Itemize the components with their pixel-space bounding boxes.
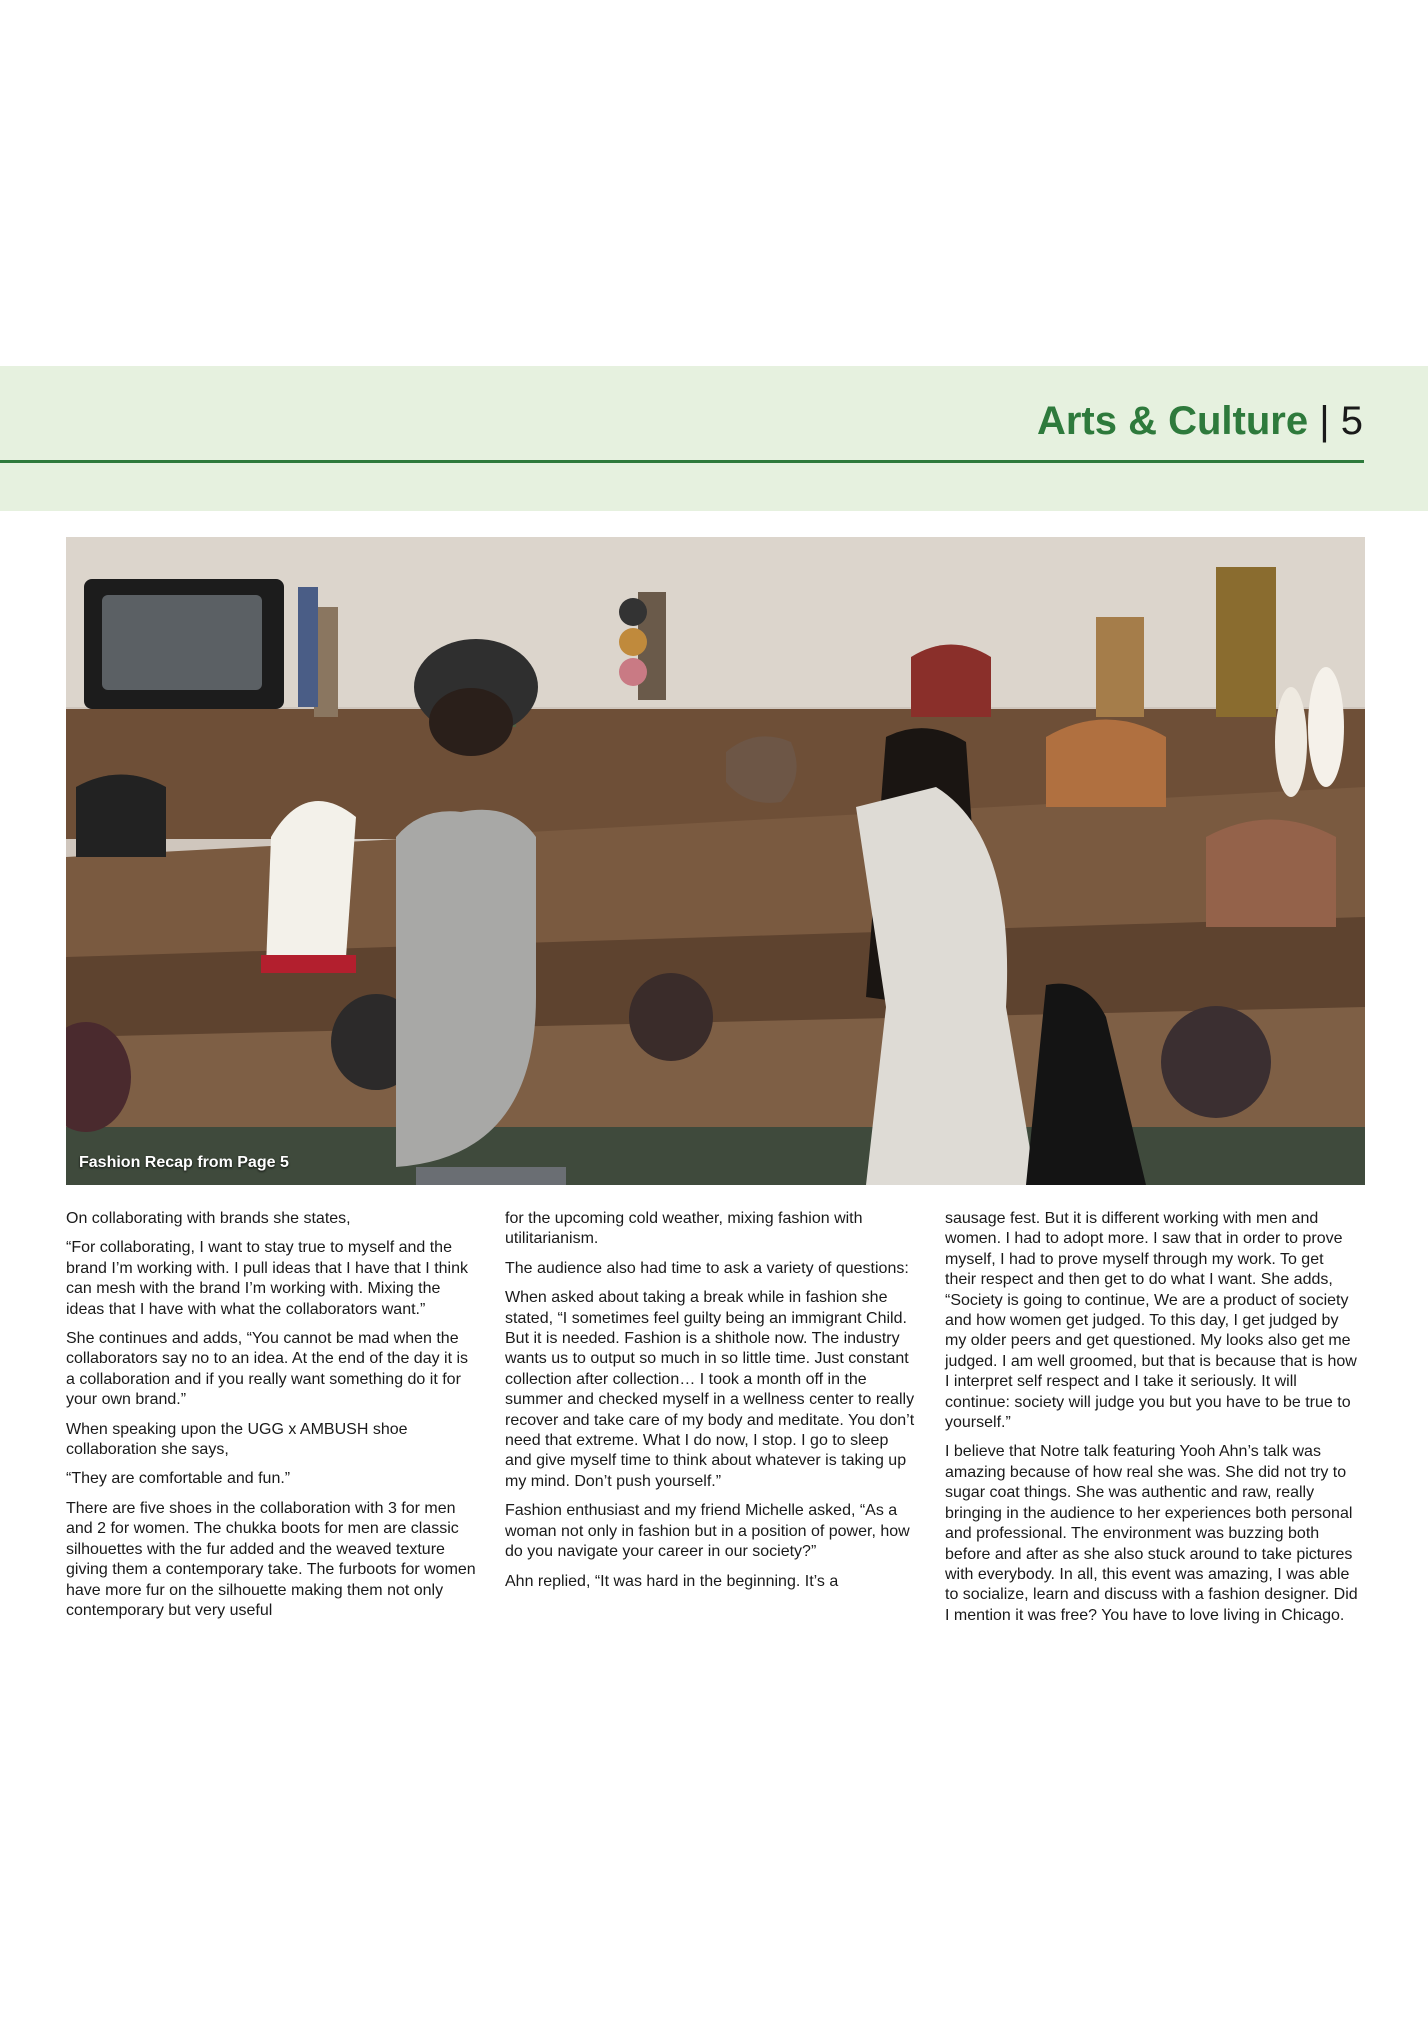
header-rule — [0, 460, 1364, 463]
paragraph: Ahn replied, “It was hard in the beginning. It’s a — [505, 1572, 839, 1590]
paragraph: She continues and adds, “You cannot be mad when the collaborators say no to an idea. At the end of the day it is a collaboration and if you really want something do it for your own brand.” — [66, 1330, 469, 1409]
event-photo — [66, 537, 1365, 1185]
section-name: Arts & Culture — [1036, 399, 1309, 443]
heading-separator: | — [1319, 399, 1330, 443]
paragraph: sausage fest. But it is different working with men and women. I had to adopt more. I saw that in order to prove myself, I had to prove myself through my work. To get their respect and then get to do what I want. She adds, “Society is going to continue, We are a product of society and how women get judged. To this day, I get judged by my older peers and get questioned. My looks also get me judged. I am well groomed, but that is because that is how I interpret self respect and I take it seriously. It will continue: society will judge you but you have to be true to yourself.” — [945, 1210, 1357, 1432]
paragraph: There are five shoes in the collaboration with 3 for men and 2 for women. The chukka boots for men are classic silhouettes with the fur added and the weaved texture giving them a contemporary take. The furboots for women have more fur on the silhouette making them not only contemporary but very useful — [66, 1499, 476, 1619]
paragraph: Fashion enthusiast and my friend Michelle asked, “As a woman not only in fashion but in a position of power, how do you navigate your career in our society?” — [505, 1502, 910, 1561]
paragraph: When asked about taking a break while in fashion she stated, “I sometimes feel guilty being an immigrant Child. But it is needed. Fashion is a shithole now. The industry wants us to output so much in so little time. Just constant collection after collection… I took a month off in the summer and checked myself in a wellness center to really recover and take care of my body and meditate. You don’t need that extreme. What I do now, I stop. I go to sleep and give myself time to think about whatever is taking up my mind. Don’t push yourself.” — [505, 1289, 915, 1490]
article-column-2 — [505, 1209, 919, 1601]
article-column-3 — [945, 1209, 1359, 1635]
paragraph: When speaking upon the UGG x AMBUSH shoe collaboration she says, — [66, 1420, 408, 1459]
paragraph: for the upcoming cold weather, mixing fashion with utilitarianism. — [505, 1210, 863, 1248]
paragraph: “They are comfortable and fun.” — [66, 1470, 291, 1488]
paragraph: On collaborating with brands she states, — [66, 1210, 351, 1227]
photo-caption: Fashion Recap from Page 5 — [79, 1154, 289, 1171]
article-column-1 — [66, 1209, 480, 1630]
paragraph: “For collaborating, I want to stay true to myself and the brand I’m working with. I pull ideas that I have that I think can mesh with the brand I’m working with. Mixing the ideas that I have with what the collaborators want.” — [66, 1239, 468, 1318]
exhibit-scene-illustration — [66, 537, 1365, 1185]
page-number: 5 — [1340, 399, 1363, 443]
paragraph: I believe that Notre talk featuring Yooh Ahn’s talk was amazing because of how real she was. She did not try to sugar coat things. She was authentic and raw, really bringing in the audience to her experiences both personal and professional. The environment was buzzing both before and after as she also stuck around to take pictures with everybody. In all, this event was amazing, I was able to socialize, learn and discuss with a fashion designer. Did I mention it was free? You have to love living in Chicago. — [945, 1443, 1358, 1624]
section-heading — [1037, 398, 1363, 444]
paragraph: The audience also had time to ask a variety of questions: — [505, 1259, 909, 1277]
